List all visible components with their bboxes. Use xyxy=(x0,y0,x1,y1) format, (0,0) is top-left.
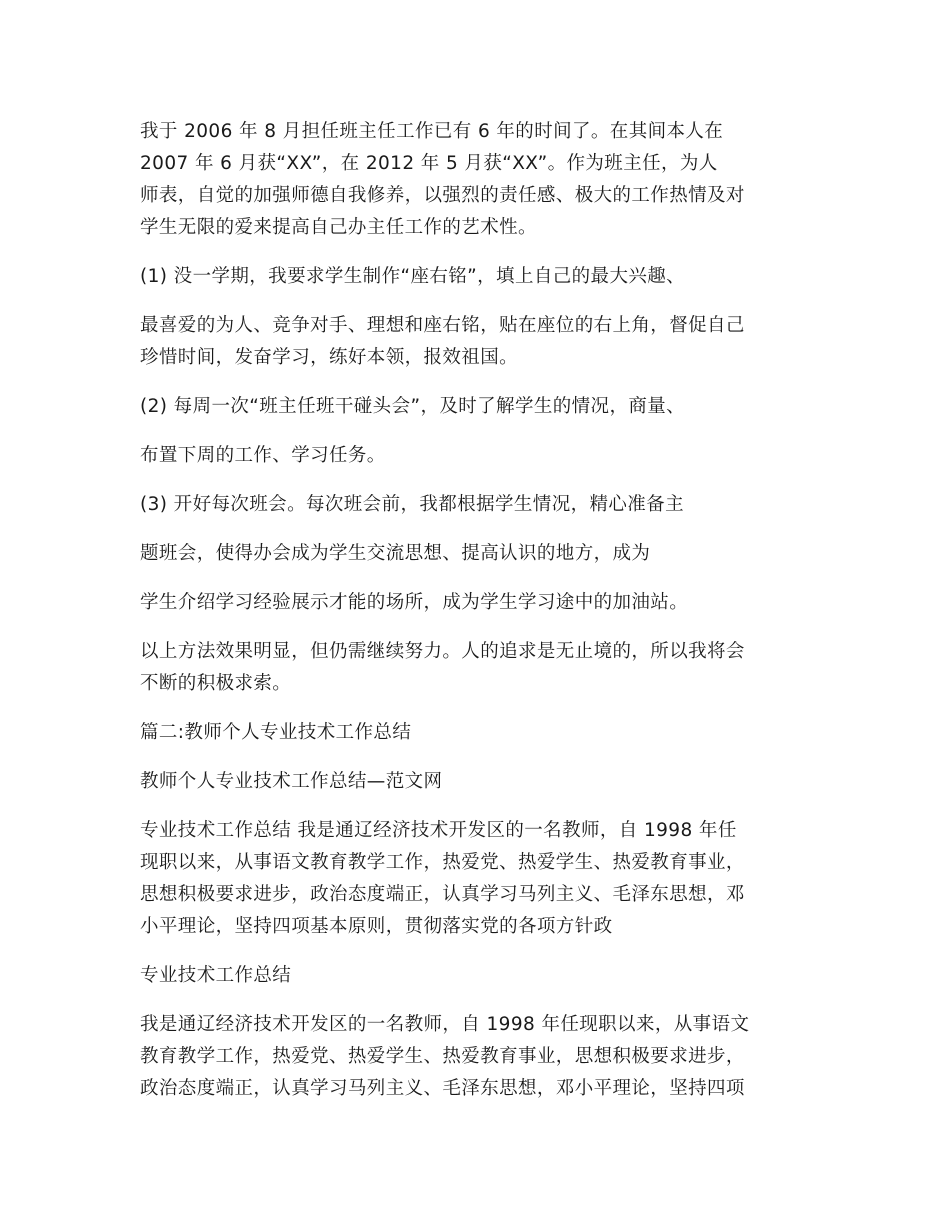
document-body xyxy=(140,116,820,1122)
paragraph-summary-excerpt xyxy=(140,815,820,943)
paragraph-item-3-cont-b xyxy=(140,587,820,619)
text-line: 2007 年 6 月获“XX”，在 2012 年 5 月获“XX”。作为班主任，为人 xyxy=(140,153,718,174)
paragraph-item-1 xyxy=(140,261,820,293)
paragraph-summary-body xyxy=(140,1009,820,1105)
text-line: 篇二:教师个人专业技术工作总结 xyxy=(140,722,412,743)
section-heading xyxy=(140,717,820,749)
text-line: 学生介绍学习经验展示才能的场所，成为学生学习途中的加油站。 xyxy=(140,592,689,613)
text-line: 我是通辽经济技术开发区的一名教师，自 1998 年任现职以来，从事语文 xyxy=(140,1014,750,1035)
text-line: 小平理论，坚持四项基本原则，贯彻落实党的各项方针政 xyxy=(140,916,613,937)
text-line: 政治态度端正，认真学习马列主义、毛泽东思想，邓小平理论，坚持四项 xyxy=(140,1078,745,1099)
text-line: 布置下周的工作、学习任务。 xyxy=(140,445,386,466)
text-line: 思想积极要求进步，政治态度端正，认真学习马列主义、毛泽东思想，邓 xyxy=(140,884,745,905)
article-title xyxy=(140,766,820,798)
text-line: (3) 开好每次班会。每次班会前，我都根据学生情况，精心准备主 xyxy=(140,494,684,515)
paragraph-conclusion xyxy=(140,636,820,700)
paragraph-item-2 xyxy=(140,391,820,423)
paragraph-item-3 xyxy=(140,489,820,521)
paragraph-item-1-cont xyxy=(140,310,820,374)
paragraph-item-2-cont xyxy=(140,440,820,472)
text-line: 现职以来，从事语文教育教学工作，热爱党、热爱学生、热爱教育事业， xyxy=(140,852,745,873)
paragraph-item-3-cont-a xyxy=(140,538,820,570)
text-line: 专业技术工作总结 我是通辽经济技术开发区的一名教师，自 1998 年任 xyxy=(140,820,737,841)
text-line: 教师个人专业技术工作总结—范文网 xyxy=(140,771,443,792)
text-line: 学生无限的爱来提高自己办主任工作的艺术性。 xyxy=(140,217,537,238)
text-line: 教育教学工作，热爱党、热爱学生、热爱教育事业，思想积极要求进步， xyxy=(140,1046,745,1067)
paragraph-intro xyxy=(140,116,820,244)
text-line: 专业技术工作总结 xyxy=(140,965,292,986)
text-line: 题班会，使得办会成为学生交流思想、提高认识的地方，成为 xyxy=(140,543,651,564)
text-line: 我于 2006 年 8 月担任班主任工作已有 6 年的时间了。在其间本人在 xyxy=(140,121,724,142)
text-line: 以上方法效果明显，但仍需继续努力。人的追求是无止境的，所以我将会 xyxy=(140,641,745,662)
text-line: 师表，自觉的加强师德自我修养，以强烈的责任感、极大的工作热情及对 xyxy=(140,185,745,206)
text-line: 最喜爱的为人、竞争对手、理想和座右铭，贴在座位的右上角，督促自己 xyxy=(140,315,745,336)
text-line: 不断的积极求索。 xyxy=(140,673,292,694)
text-line: (1) 没一学期，我要求学生制作“座右铭”，填上自己的最大兴趣、 xyxy=(140,266,686,287)
subheading xyxy=(140,960,820,992)
text-line: (2) 每周一次“班主任班干碰头会”，及时了解学生的情况，商量、 xyxy=(140,396,686,417)
text-line: 珍惜时间，发奋学习，练好本领，报效祖国。 xyxy=(140,347,519,368)
